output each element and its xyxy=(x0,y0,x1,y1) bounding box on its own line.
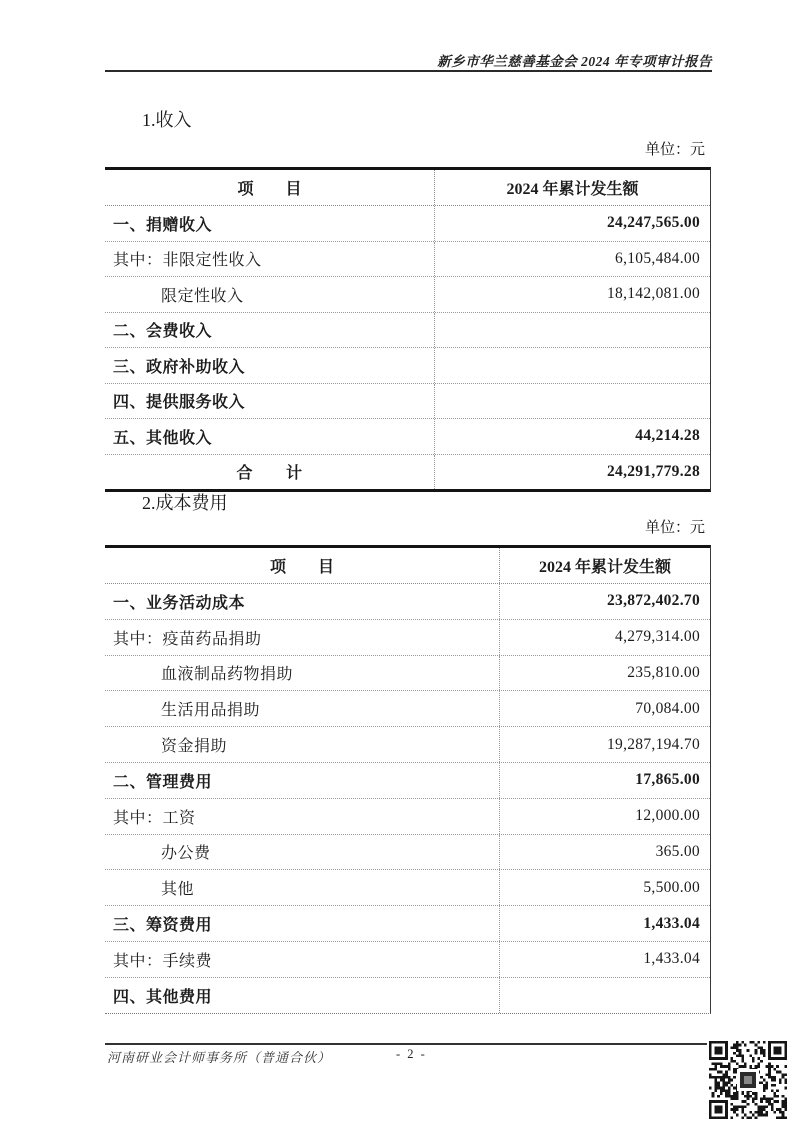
row-value: 4,279,314.00 xyxy=(615,628,700,646)
row-value: 18,142,081.00 xyxy=(606,285,700,303)
row-label: 二、管理费用 xyxy=(105,763,500,798)
cost-table xyxy=(105,545,711,1014)
row-value xyxy=(500,978,710,1013)
document-header-title: 新乡市华兰慈善基金会 2024 年专项审计报告 xyxy=(437,54,712,69)
row-label: 三、筹资费用 xyxy=(105,906,500,941)
header-rule xyxy=(105,70,712,72)
row-value: 12,000.00 xyxy=(635,807,700,825)
table-row xyxy=(105,978,710,1013)
row-label: 二、会费收入 xyxy=(105,313,435,348)
row-label: 限定性收入 xyxy=(105,277,435,312)
unit-label-income: 单位：元 xyxy=(644,142,705,158)
column-header-amount: 2024 年累计发生额 xyxy=(506,181,639,198)
table-row xyxy=(105,691,710,727)
row-value xyxy=(435,384,710,419)
page-number: - 2 - xyxy=(396,1047,427,1061)
row-label: 四、提供服务收入 xyxy=(105,384,435,419)
table-row xyxy=(105,620,710,656)
table-row xyxy=(105,942,710,978)
income-table xyxy=(105,167,711,492)
table-row xyxy=(105,727,710,763)
row-label: 生活用品捐助 xyxy=(105,691,500,726)
column-header-item: 项 目 xyxy=(105,548,500,583)
row-label: 五、其他收入 xyxy=(105,419,435,454)
row-value xyxy=(435,313,710,348)
table-row xyxy=(105,455,710,490)
table-row xyxy=(105,384,710,420)
cost-table-header xyxy=(105,548,710,584)
row-value: 44,214.28 xyxy=(635,427,700,445)
table-row xyxy=(105,313,710,349)
row-label: 其中：疫苗药品捐助 xyxy=(105,620,500,655)
row-value: 19,287,194.70 xyxy=(606,735,700,753)
row-label: 合 计 xyxy=(105,455,435,490)
unit-label-cost: 单位：元 xyxy=(644,520,705,536)
table-row xyxy=(105,348,710,384)
row-label: 其中：非限定性收入 xyxy=(105,242,435,277)
row-value: 6,105,484.00 xyxy=(615,249,700,267)
row-label: 资金捐助 xyxy=(105,727,500,762)
row-value: 24,291,779.28 xyxy=(606,462,700,480)
row-value: 24,247,565.00 xyxy=(606,214,700,232)
table-row xyxy=(105,870,710,906)
table-row xyxy=(105,763,710,799)
table-row xyxy=(105,584,710,620)
row-value: 23,872,402.70 xyxy=(606,592,700,610)
table-row xyxy=(105,656,710,692)
income-table-header xyxy=(105,170,710,206)
row-value xyxy=(435,348,710,383)
row-value: 365.00 xyxy=(655,842,700,860)
row-label: 血液制品药物捐助 xyxy=(105,656,500,691)
table-row xyxy=(105,799,710,835)
table-row xyxy=(105,277,710,313)
row-label: 一、业务活动成本 xyxy=(105,584,500,619)
section-title-income: 1.收入 xyxy=(142,110,192,130)
table-row xyxy=(105,419,710,455)
row-label: 其中：手续费 xyxy=(105,942,500,977)
row-label: 其中：工资 xyxy=(105,799,500,834)
qr-code-icon xyxy=(708,1041,788,1119)
row-value: 1,433.04 xyxy=(643,914,700,932)
row-value: 17,865.00 xyxy=(635,771,700,789)
column-header-item: 项 目 xyxy=(105,170,435,205)
table-row xyxy=(105,242,710,278)
footer-rule xyxy=(105,1043,707,1045)
row-label: 四、其他费用 xyxy=(105,978,500,1013)
table-row xyxy=(105,906,710,942)
row-label: 其他 xyxy=(105,870,500,905)
row-label: 一、捐赠收入 xyxy=(105,206,435,241)
column-header-amount: 2024 年累计发生额 xyxy=(538,559,671,576)
row-label: 办公费 xyxy=(105,835,500,870)
table-row xyxy=(105,206,710,242)
row-value: 70,084.00 xyxy=(635,699,700,717)
row-value: 235,810.00 xyxy=(627,663,700,681)
section-title-cost: 2.成本费用 xyxy=(142,493,228,513)
row-value: 5,500.00 xyxy=(643,878,700,896)
row-label: 三、政府补助收入 xyxy=(105,348,435,383)
row-value: 1,433.04 xyxy=(643,950,700,968)
footer-firm-name: 河南研业会计师事务所（普通合伙） xyxy=(107,1050,332,1065)
table-row xyxy=(105,835,710,871)
